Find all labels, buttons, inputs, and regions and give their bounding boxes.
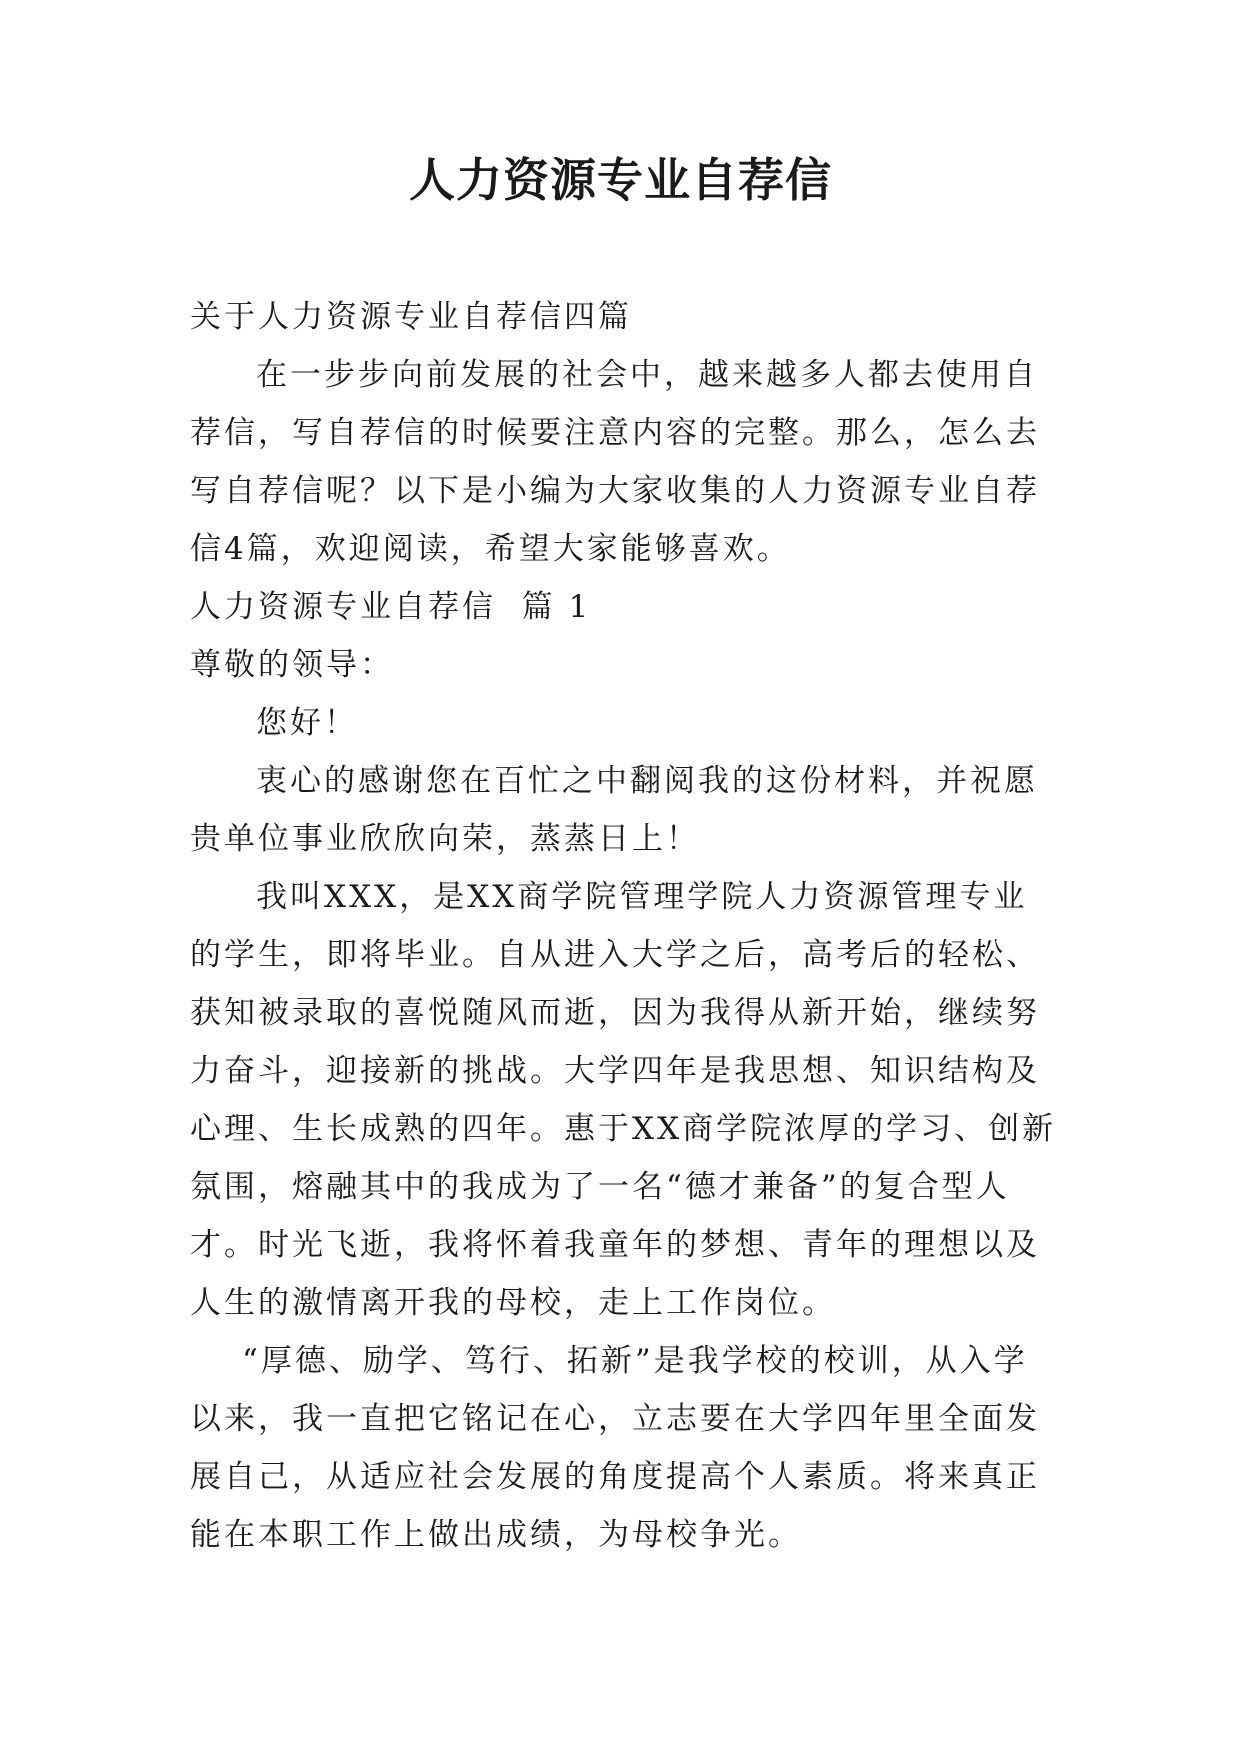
body-paragraph: “厚德、励学、笃行、拓新”是我学校的校训，从入学以来，我一直把它铭记在心，立志要在大学四年里全面发展自己，从适应社会发展的角度提高个人素质。将来真正能在本职工作上做出成绩，为母校争光。 bbox=[190, 1343, 1040, 1553]
salutation: 尊敬的领导： bbox=[190, 647, 394, 683]
document-body bbox=[190, 288, 1060, 1564]
greeting: 您好！ bbox=[256, 705, 358, 741]
document-subtitle: 关于人力资源专业自荐信四篇 bbox=[190, 299, 632, 335]
body-paragraph: 我叫XXX，是XX商学院管理学院人力资源管理专业的学生，即将毕业。自从进入大学之后，高考后的轻松、获知被录取的喜悦随风而逝，因为我得从新开始，继续努力奋斗，迎接新的挑战。大学四年是我思想、知识结构及心理、生长成熟的四年。惠于XX商学院浓厚的学习、创新氛围，熔融其中的我成为了一名“德才兼备”的复合型人才。时光飞逝，我将怀着我童年的梦想、青年的理想以及人生的激情离开我的母校，走上工作岗位。 bbox=[190, 879, 1057, 1321]
body-paragraph: 衷心的感谢您在百忙之中翻阅我的这份材料，并祝愿贵单位事业欣欣向荣，蒸蒸日上！ bbox=[190, 763, 1038, 857]
document-title: 人力资源专业自荐信 bbox=[409, 153, 832, 207]
intro-paragraph: 在一步步向前发展的社会中，越来越多人都去使用自荐信，写自荐信的时候要注意内容的完整。那么，怎么去写自荐信呢？以下是小编为大家收集的人力资源专业自荐信4篇，欢迎阅读，希望大家能够喜欢。 bbox=[190, 357, 1040, 567]
section-heading: 人力资源专业自荐信 篇 1 bbox=[190, 589, 592, 625]
